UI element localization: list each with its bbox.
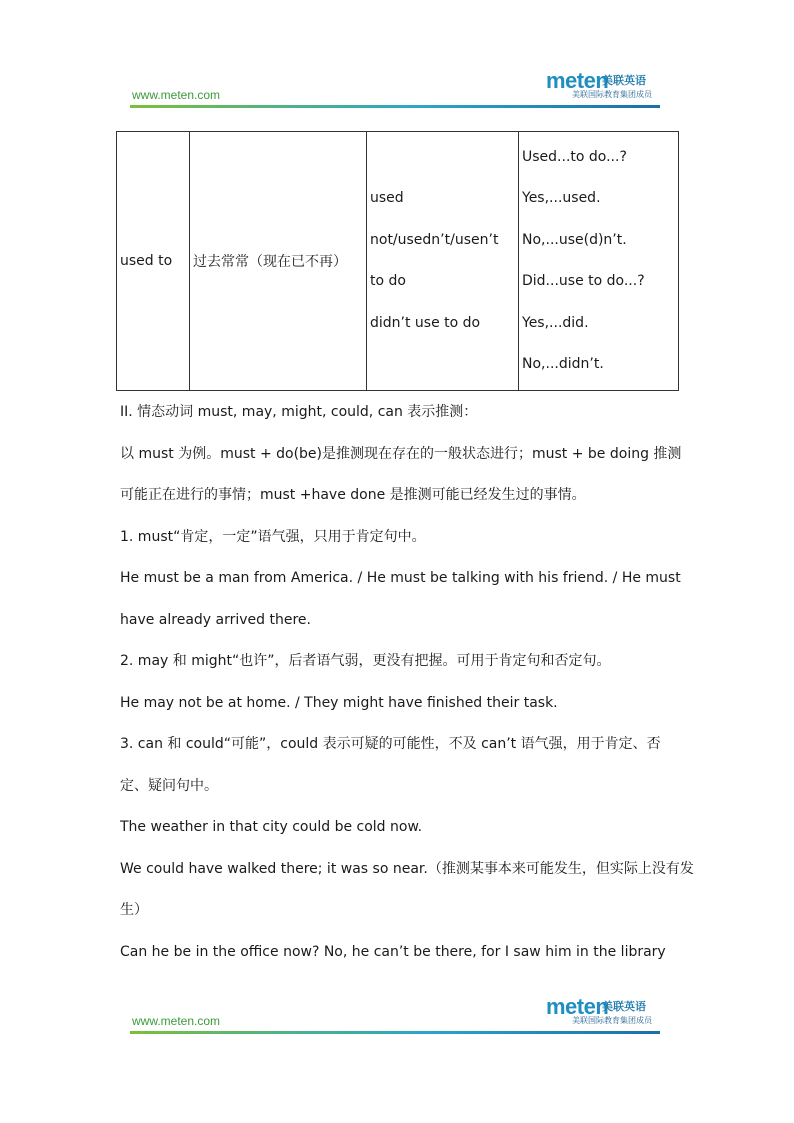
form-line: not/usedn’t/usen’t xyxy=(370,231,499,248)
header-site-url[interactable]: www.meten.com xyxy=(132,88,221,102)
form-line: to do xyxy=(370,273,406,289)
page-footer xyxy=(130,994,660,1034)
grammar-table xyxy=(116,131,679,391)
footer-divider xyxy=(130,1031,660,1034)
question-line: No,...use(d)n’t. xyxy=(522,231,627,248)
example-line: have already arrived there. xyxy=(120,611,311,628)
meten-logo xyxy=(546,68,656,102)
rule-heading-continued: 定、疑问句中。 xyxy=(120,777,218,794)
paragraph-line: 可能正在进行的事情；must +have done 是推测可能已经发生过的事情。 xyxy=(120,487,586,503)
logo-chinese-name: 美联英语 xyxy=(602,1000,646,1013)
rule-heading: 3. can 和 could“可能”，could 表示可疑的可能性，不及 can’t 语气强，用于肯定、否 xyxy=(120,736,661,752)
question-line: No,...didn’t. xyxy=(522,356,604,372)
question-line: Used...to do...? xyxy=(522,148,627,165)
term-cell: used to xyxy=(117,132,190,391)
example-line: He must be a man from America. / He must be talking with his friend. / He must xyxy=(120,570,681,586)
logo-chinese-name: 美联英语 xyxy=(602,74,646,87)
forms-cell xyxy=(367,132,519,391)
paragraph-line: 以 must 为例。must + do(be)是推测现在存在的一般状态进行；must + be doing 推测 xyxy=(120,445,682,462)
question-line: Yes,...did. xyxy=(522,314,589,331)
section-heading: II. 情态动词 must, may, might, could, can 表示推测： xyxy=(120,404,478,420)
rule-heading: 1. must“肯定，一定”语气强，只用于肯定句中。 xyxy=(120,528,426,545)
page-header xyxy=(130,68,660,108)
logo-wordmark: meten xyxy=(546,994,609,1019)
example-line: Can he be in the office now? No, he can’t be there, for I saw him in the library xyxy=(120,943,666,960)
document-body xyxy=(120,392,694,973)
table-row xyxy=(117,132,679,391)
example-line: He may not be at home. / They might have finished their task. xyxy=(120,694,558,711)
example-line: The weather in that city could be cold now. xyxy=(120,819,423,835)
questions-cell xyxy=(519,132,679,391)
logo-subtitle: 美联国际教育集团成员 xyxy=(572,90,652,99)
question-line: Yes,...used. xyxy=(522,190,601,206)
footer-site-url[interactable]: www.meten.com xyxy=(132,1014,221,1028)
example-line: We could have walked there; it was so near.（推测某事本来可能发生，但实际上没有发 xyxy=(120,860,694,877)
form-line: didn’t use to do xyxy=(370,314,481,331)
rule-heading: 2. may 和 might“也许”，后者语气弱，更没有把握。可用于肯定句和否定句。 xyxy=(120,653,611,669)
header-divider xyxy=(130,105,660,108)
meaning-cell: 过去常常（现在已不再） xyxy=(190,132,367,391)
form-line: used xyxy=(370,190,404,206)
question-line: Did...use to do...? xyxy=(522,273,645,289)
example-line-continued: 生） xyxy=(120,902,148,918)
logo-wordmark: meten xyxy=(546,68,609,93)
logo-subtitle: 美联国际教育集团成员 xyxy=(572,1016,652,1025)
meten-logo xyxy=(546,994,656,1028)
